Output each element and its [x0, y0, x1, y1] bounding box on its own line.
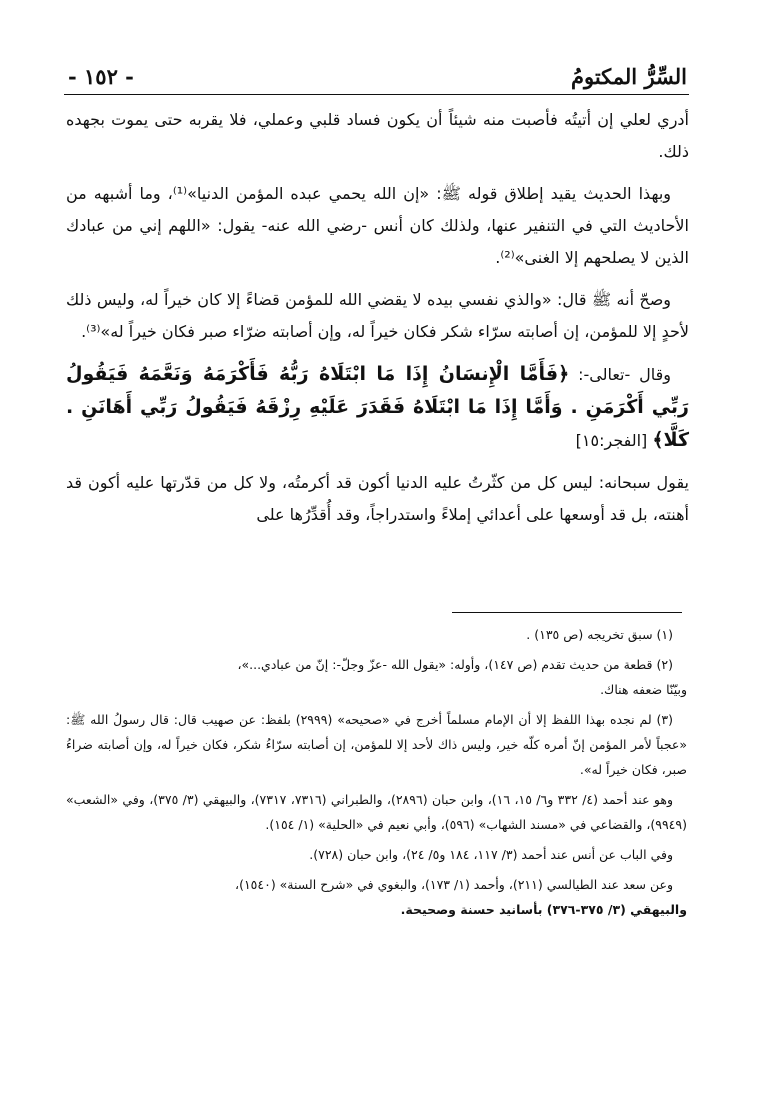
paragraph-1: أدري لعلي إن أتيتُه فأصبت منه شيئاً أن يكون فساد قلبي وعملي، فلا يقربه حتى يموت بجهده ذلك. — [66, 110, 689, 161]
verse-reference: [الفجر:١٥] — [575, 431, 653, 450]
quran-verse: ﴿فَأَمَّا الْإِنسَانُ إِذَا مَا ابْتَلَاهُ رَبُّهُ فَأَكْرَمَهُ وَنَعَّمَهُ فَيَقُولُ رَبِّي أَكْرَمَنِ . وَأَمَّا إِذَا مَا ابْتَلَاهُ فَقَدَرَ عَلَيْهِ رِزْقَهُ فَيَقُولُ رَبِّي أَهَانَنِ . كَلَّا﴾ — [66, 363, 689, 451]
footnote-2: (٢) قطعة من حديث تقدم (ص ١٤٧)، وأوله: «يقول الله -عزّ وجلّ-: إنّ من عبادي...»، — [237, 657, 673, 672]
book-title: السِّرُّ المكتومُ — [570, 63, 687, 89]
paragraph-4 — [66, 358, 689, 457]
footnote-divider — [452, 612, 682, 613]
paragraph-3: وصحّ أنه ﷺ قال: «والذي نفسي بيده لا يقضي الله للمؤمن قضاءً إلا كان خيراً له، وليس ذلك لأحدٍ إلا للمؤمن، إن أصابته سرّاء شكر فكان خيراً له، وإن أصابته ضرّاء صبر فكان خيراً له»⁽³⁾. — [66, 290, 689, 341]
footnote-3: (٣) لم نجده بهذا اللفظ إلا أن الإمام مسلماً أخرج في «صحيحه» (٢٩٩٩) بلفظ: عن صهيب قال: قال رسولُ الله ﷺ: «عجباً لأمر المؤمن إنّ أمره كلّه خير، وليس ذاك لأحد إلا للمؤمن، إن أصابته سرّاءُ شكر، فكان خيراً له، وإن أصابته ضراءُ صبر، فكان خيراً له». — [66, 712, 687, 777]
header-divider — [64, 94, 689, 95]
footnotes — [66, 622, 687, 927]
main-text — [66, 104, 689, 541]
paragraph-2: وبهذا الحديث يقيد إطلاق قوله ﷺ: «إن الله يحمي عبده المؤمن الدنيا»⁽¹⁾، وما أشبهه من الأحاديث التي في التنفير عنها، ولذلك كان أنس -رضي الله عنه- يقول: «اللهم إني من عبادك الذين لا يصلحهم إلا الغنى»⁽²⁾. — [66, 184, 689, 267]
footnote-3-saad: وعن سعد عند الطيالسي (٢١١)، وأحمد (١/ ١٧٣)، والبغوي في «شرح السنة» (١٥٤٠)، — [235, 877, 673, 892]
page-number: - ١٥٢ - — [68, 63, 134, 89]
footnote-3-sources: وهو عند أحمد (٤/ ٣٣٢ و٦/ ١٥، ١٦)، وابن حبان (٢٨٩٦)، والطبراني (٧٣١٦، ٧٣١٧)، والبيهقي (٣/ ٣٧٥)، وفي «الشعب» (٩٩٤٩)، والقضاعي في «مسند الشهاب» (٥٩٦)، وأبي نعيم في «الحلية» (١/ ١٥٤). — [66, 792, 687, 832]
quran-intro: وقال -تعالى-: — [569, 365, 671, 384]
paragraph-5: يقول سبحانه: ليس كل من كثّرتُ عليه الدنيا أكون قد أكرمتُه، ولا كل من قدّرتها عليه أكون قد أهنته، بل قد أوسعها على أعدائي إملاءً واستدراجاً، وقد أُقدِّرُها على — [66, 473, 689, 524]
footnote-1: (١) سبق تخريجه (ص ١٣٥) . — [526, 627, 673, 642]
footnote-2-continued: وبيّنّا ضعفه هناك. — [600, 682, 687, 697]
footnote-3-saad-continued: والبيهقي (٣/ ٣٧٥-٣٧٦) بأسانيد حسنة وصحيحة. — [400, 902, 687, 917]
footnote-3-anas: وفي الباب عن أنس عند أحمد (٣/ ١١٧، ١٨٤ و٥/ ٢٤)، وابن حبان (٧٢٨). — [309, 847, 673, 862]
page-header — [68, 60, 687, 92]
